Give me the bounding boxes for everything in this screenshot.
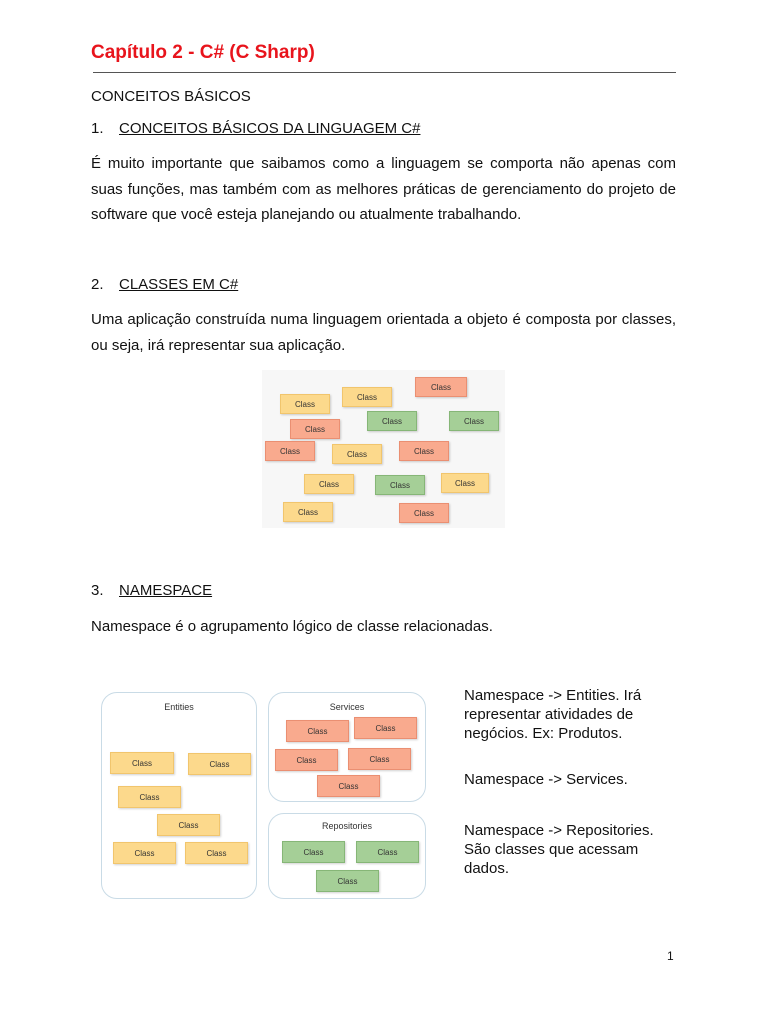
note-services: Namespace -> Services.	[464, 771, 628, 788]
class-box: Class	[449, 411, 499, 431]
chapter-title: Capítulo 2 - C# (C Sharp)	[91, 42, 315, 63]
section-2-heading	[91, 276, 238, 293]
section-1-body: É muito importante que saibamos como a linguagem se comporta não apenas com suas funções, mas também com as melhores práticas de gerenciamento do projeto de software que você esteja planejando ou atualmente trabalhando.	[91, 155, 676, 223]
section-1-heading	[91, 120, 420, 137]
class-box: Class	[280, 394, 330, 414]
section-title: NAMESPACE	[119, 582, 213, 599]
class-box: Class	[348, 748, 411, 770]
class-box: Class	[342, 387, 392, 407]
class-box: Class	[286, 720, 349, 742]
class-box: Class	[113, 842, 176, 864]
namespace-label: Services	[329, 702, 365, 712]
section-title: CONCEITOS BÁSICOS DA LINGUAGEM C#	[119, 120, 421, 137]
section-2-body: Uma aplicação construída numa linguagem orientada a objeto é composta por classes, ou seja, irá representar sua aplicação.	[91, 311, 676, 354]
class-box: Class	[188, 753, 251, 775]
section-number: 3.	[91, 582, 104, 599]
class-box: Class	[415, 377, 467, 397]
section-3-body: Namespace é o agrupamento lógico de classe relacionadas.	[91, 618, 493, 635]
class-box: Class	[185, 842, 248, 864]
page-number: 1	[667, 949, 674, 963]
section-3-heading	[91, 582, 212, 599]
note-repositories: Namespace -> Repositories. São classes que acessam dados.	[464, 822, 654, 877]
namespace-label: Repositories	[321, 821, 373, 831]
class-box: Class	[375, 475, 425, 495]
class-box: Class	[304, 474, 354, 494]
namespace-label: Entities	[164, 702, 194, 712]
class-box: Class	[265, 441, 315, 461]
section-number: 1.	[91, 120, 104, 137]
class-box: Class	[316, 870, 379, 892]
class-box: Class	[399, 441, 449, 461]
subtitle: CONCEITOS BÁSICOS	[91, 88, 251, 105]
class-box: Class	[317, 775, 380, 797]
class-box: Class	[354, 717, 417, 739]
class-box: Class	[367, 411, 417, 431]
classes-diagram	[262, 370, 505, 528]
class-box: Class	[290, 419, 340, 439]
section-title: CLASSES EM C#	[119, 276, 239, 293]
class-box: Class	[283, 502, 333, 522]
title-rule	[93, 72, 676, 73]
class-box: Class	[332, 444, 382, 464]
section-number: 2.	[91, 276, 104, 293]
class-box: Class	[282, 841, 345, 863]
class-box: Class	[399, 503, 449, 523]
class-box: Class	[275, 749, 338, 771]
class-box: Class	[157, 814, 220, 836]
note-entities: Namespace -> Entities. Irá representar atividades de negócios. Ex: Produtos.	[464, 687, 642, 742]
class-box: Class	[441, 473, 489, 493]
class-box: Class	[110, 752, 174, 774]
class-box: Class	[118, 786, 181, 808]
class-box: Class	[356, 841, 419, 863]
